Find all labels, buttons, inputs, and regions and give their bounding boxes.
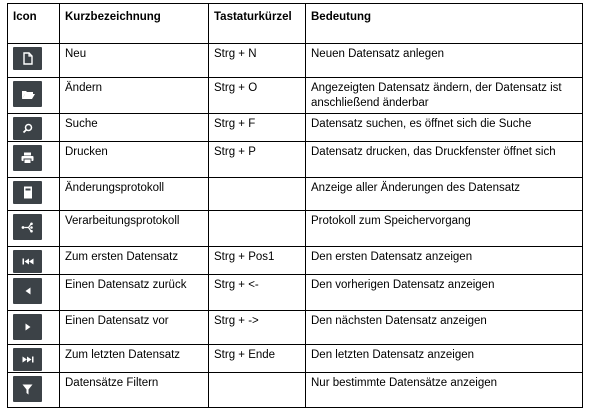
last-record-icon <box>13 348 42 371</box>
shortcut-cell: Strg + Pos1 <box>209 247 306 275</box>
processing-log-icon <box>13 214 42 240</box>
icon-cell <box>8 114 60 142</box>
short-name-cell: Drucken <box>60 142 209 178</box>
icon-cell <box>8 275 60 311</box>
next-record-icon <box>13 314 42 340</box>
meaning-cell: Protokoll zum Speichervorgang <box>306 211 583 247</box>
new-document-icon <box>13 47 42 70</box>
meaning-cell: Den ersten Datensatz anzeigen <box>306 247 583 275</box>
table-row <box>8 211 583 247</box>
meaning-cell: Den nächsten Datensatz anzeigen <box>306 311 583 345</box>
shortcut-cell <box>209 211 306 247</box>
icon-cell <box>8 345 60 373</box>
icon-cell <box>8 44 60 78</box>
meaning-cell: Nur bestimmte Datensätze anzeigen <box>306 373 583 408</box>
meaning-cell: Anzeige aller Änderungen des Datensatz <box>306 178 583 211</box>
print-icon <box>13 145 42 171</box>
icon-cell <box>8 178 60 211</box>
icon-cell <box>8 247 60 275</box>
table-row <box>8 178 583 211</box>
meaning-cell: Angezeigten Datensatz ändern, der Datensatz ist anschließend änderbar <box>306 78 583 114</box>
folder-open-icon <box>13 81 42 107</box>
shortcut-cell: Strg + F <box>209 114 306 142</box>
shortcut-table-wrapper <box>7 3 583 408</box>
shortcut-cell: Strg + N <box>209 44 306 78</box>
previous-record-icon <box>13 278 42 304</box>
table-row <box>8 247 583 275</box>
short-name-cell: Änderungsprotokoll <box>60 178 209 211</box>
table-row <box>8 345 583 373</box>
shortcut-table <box>7 3 583 408</box>
header-meaning: Bedeutung <box>306 4 583 44</box>
short-name-cell: Suche <box>60 114 209 142</box>
table-row <box>8 78 583 114</box>
meaning-cell: Den letzten Datensatz anzeigen <box>306 345 583 373</box>
icon-cell <box>8 311 60 345</box>
table-row <box>8 373 583 408</box>
shortcut-cell <box>209 373 306 408</box>
short-name-cell: Neu <box>60 44 209 78</box>
icon-cell <box>8 211 60 247</box>
meaning-cell: Neuen Datensatz anlegen <box>306 44 583 78</box>
short-name-cell: Einen Datensatz vor <box>60 311 209 345</box>
meaning-cell: Datensatz suchen, es öffnet sich die Suche <box>306 114 583 142</box>
short-name-cell: Einen Datensatz zurück <box>60 275 209 311</box>
first-record-icon <box>13 250 42 273</box>
short-name-cell: Datensätze Filtern <box>60 373 209 408</box>
short-name-cell: Ändern <box>60 78 209 114</box>
table-header-row <box>8 4 583 44</box>
table-row <box>8 142 583 178</box>
change-log-icon <box>13 181 42 204</box>
shortcut-cell: Strg + Ende <box>209 345 306 373</box>
short-name-cell: Verarbeitungsprotokoll <box>60 211 209 247</box>
short-name-cell: Zum letzten Datensatz <box>60 345 209 373</box>
header-shortcut: Tastaturkürzel <box>209 4 306 44</box>
filter-icon <box>13 376 42 402</box>
table-row <box>8 275 583 311</box>
table-row <box>8 44 583 78</box>
shortcut-cell: Strg + P <box>209 142 306 178</box>
table-row <box>8 311 583 345</box>
icon-cell <box>8 142 60 178</box>
header-icon: Icon <box>8 4 60 44</box>
shortcut-cell: Strg + O <box>209 78 306 114</box>
meaning-cell: Den vorherigen Datensatz anzeigen <box>306 275 583 311</box>
short-name-cell: Zum ersten Datensatz <box>60 247 209 275</box>
icon-cell <box>8 78 60 114</box>
search-icon <box>13 117 42 140</box>
icon-cell <box>8 373 60 408</box>
shortcut-cell: Strg + -> <box>209 311 306 345</box>
header-short-name: Kurzbezeichnung <box>60 4 209 44</box>
shortcut-cell: Strg + <- <box>209 275 306 311</box>
table-row <box>8 114 583 142</box>
meaning-cell: Datensatz drucken, das Druckfenster öffnet sich <box>306 142 583 178</box>
shortcut-cell <box>209 178 306 211</box>
